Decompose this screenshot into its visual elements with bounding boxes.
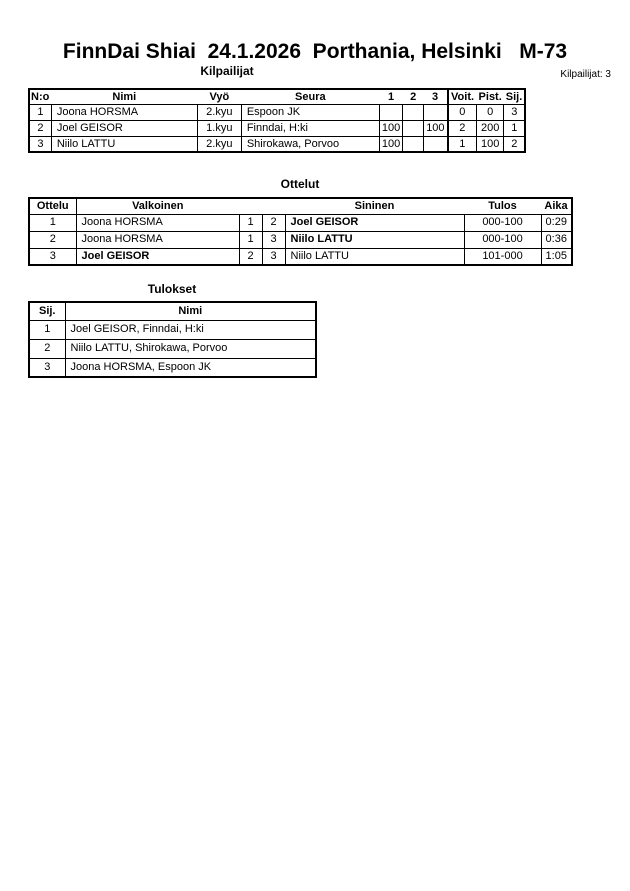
competitor-club-cell: Finndai, H:ki: [241, 120, 379, 136]
round-2-score-cell: [403, 136, 424, 152]
header-name: Nimi: [65, 302, 316, 320]
header-white: Valkoinen: [76, 198, 239, 214]
competitors-count: Kilpailijat: 3: [560, 69, 611, 80]
blue-name-cell: Niilo LATTU: [285, 231, 464, 248]
competitor-name-cell: Joona HORSMA: [51, 104, 197, 120]
competitor-club-cell: Shirokawa, Porvoo: [241, 136, 379, 152]
round-1-score-cell: [379, 104, 402, 120]
match-number-cell: 1: [29, 214, 76, 231]
wins-cell: 2: [448, 120, 477, 136]
competitor-name-cell: Niilo LATTU: [51, 136, 197, 152]
match-row: [29, 248, 572, 265]
round-3-score-cell: [424, 104, 448, 120]
points-cell: 100: [477, 136, 504, 152]
header-blue-no: [262, 198, 285, 214]
header-place: Sij.: [504, 89, 526, 104]
result-place-cell: 1: [29, 320, 65, 339]
competitor-number-cell: 3: [29, 136, 51, 152]
results-header-row: [29, 302, 316, 320]
section-title-competitors: Kilpailijat: [200, 64, 254, 78]
result-cell: 000-100: [464, 214, 541, 231]
blue-number-cell: 2: [262, 214, 285, 231]
competitor-row: [29, 120, 525, 136]
header-result: Tulos: [464, 198, 541, 214]
match-number-cell: 2: [29, 231, 76, 248]
points-cell: 200: [477, 120, 504, 136]
place-cell: 3: [504, 104, 526, 120]
results-table: [28, 301, 317, 378]
result-name-cell: Niilo LATTU, Shirokawa, Porvoo: [65, 339, 316, 358]
header-blue: Sininen: [285, 198, 464, 214]
result-cell: 000-100: [464, 231, 541, 248]
header-no: N:o: [31, 90, 50, 103]
header-place: Sij.: [29, 302, 65, 320]
result-row: [29, 320, 316, 339]
matches-header-row: [29, 198, 572, 214]
white-name-cell: Joel GEISOR: [76, 248, 239, 265]
result-name-cell: Joona HORSMA, Espoon JK: [65, 358, 316, 377]
white-name-cell: Joona HORSMA: [76, 231, 239, 248]
match-number-cell: 3: [29, 248, 76, 265]
time-cell: 1:05: [541, 248, 572, 265]
competitor-number-cell: 1: [29, 104, 51, 120]
competitor-belt-cell: 2.kyu: [197, 104, 241, 120]
round-1-score-cell: 100: [379, 136, 402, 152]
competitor-belt-cell: 2.kyu: [197, 136, 241, 152]
header-round-1: 1: [379, 89, 402, 104]
match-row: [29, 214, 572, 231]
blue-number-cell: 3: [262, 231, 285, 248]
blue-name-cell: Joel GEISOR: [285, 214, 464, 231]
header-round-2: 2: [403, 89, 424, 104]
competitors-header-row: [29, 89, 525, 104]
competitor-number-cell: 2: [29, 120, 51, 136]
points-cell: 0: [477, 104, 504, 120]
place-cell: 1: [504, 120, 526, 136]
white-number-cell: 1: [239, 214, 262, 231]
result-row: [29, 339, 316, 358]
header-time: Aika: [541, 198, 572, 214]
header-name: Nimi: [51, 89, 197, 104]
competitor-row: [29, 136, 525, 152]
round-3-score-cell: 100: [424, 120, 448, 136]
white-number-cell: 1: [239, 231, 262, 248]
header-match-no: Ottelu: [29, 198, 76, 214]
match-row: [29, 231, 572, 248]
time-cell: 0:36: [541, 231, 572, 248]
page-title: FinnDai Shiai 24.1.2026 Porthania, Helsinki M-73: [62, 40, 568, 63]
header-belt: Vyö: [197, 89, 241, 104]
result-row: [29, 358, 316, 377]
header-club: Seura: [241, 89, 379, 104]
result-place-cell: 2: [29, 339, 65, 358]
blue-number-cell: 3: [262, 248, 285, 265]
time-cell: 0:29: [541, 214, 572, 231]
round-3-score-cell: [424, 136, 448, 152]
matches-table: [28, 197, 573, 266]
result-name-cell: Joel GEISOR, Finndai, H:ki: [65, 320, 316, 339]
wins-cell: 1: [448, 136, 477, 152]
round-2-score-cell: [403, 104, 424, 120]
wins-cell: 0: [448, 104, 477, 120]
section-title-matches: Ottelut: [280, 177, 320, 191]
competitors-table: [28, 88, 526, 153]
result-place-cell: 3: [29, 358, 65, 377]
blue-name-cell: Niilo LATTU: [285, 248, 464, 265]
section-title-results: Tulokset: [147, 282, 197, 296]
round-1-score-cell: 100: [379, 120, 402, 136]
result-cell: 101-000: [464, 248, 541, 265]
competitor-belt-cell: 1.kyu: [197, 120, 241, 136]
round-2-score-cell: [403, 120, 424, 136]
competitor-name-cell: Joel GEISOR: [51, 120, 197, 136]
competitor-row: [29, 104, 525, 120]
header-points: Pist.: [478, 90, 502, 103]
header-wins: Voit.: [448, 89, 477, 104]
place-cell: 2: [504, 136, 526, 152]
white-name-cell: Joona HORSMA: [76, 214, 239, 231]
white-number-cell: 2: [239, 248, 262, 265]
competitor-club-cell: Espoon JK: [241, 104, 379, 120]
header-white-no: [239, 198, 262, 214]
header-round-3: 3: [424, 89, 448, 104]
